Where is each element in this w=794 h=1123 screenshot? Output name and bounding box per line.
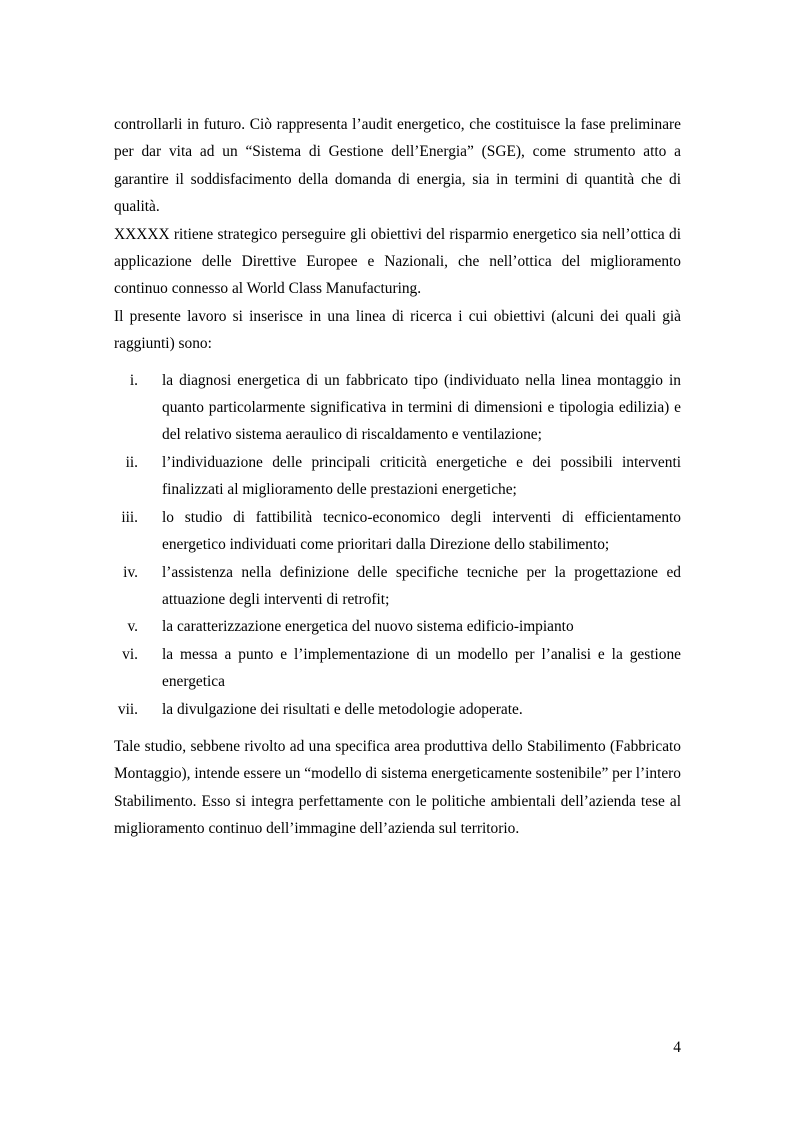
list-item-text: l’assistenza nella definizione delle specifiche tecniche per la progettazione ed attuazione degli interventi di retrofit; (162, 563, 681, 608)
objectives-list (114, 367, 681, 723)
list-item (114, 641, 681, 696)
list-numeral: iv. (123, 563, 138, 581)
list-item-text: l’individuazione delle principali criticità energetiche e dei possibili interventi finalizzati al miglioramento delle prestazioni energetiche; (162, 453, 681, 499)
list-item-text: la messa a punto e l’implementazione di un modello per l’analisi e la gestione energetica (162, 645, 681, 691)
body-paragraph-strategy: XXXXX ritiene strategico perseguire gli obiettivi del risparmio energetico sia nell’ottica di applicazione delle Direttive Europee e Nazionali, che nell’ottica del miglioramento continuo connesso al World Class Manufacturing. (114, 225, 681, 298)
body-paragraph-audit: controllarli in futuro. Ciò rappresenta l’audit energetico, che costituisce la fase preliminare per dar vita ad un “Sistema di Gestione dell’Energia” (SGE), come strumento atto a garantire il soddisfacimento della domanda di energia, sia in termini di quantità che di qualità. (114, 116, 681, 216)
list-item-text: lo studio di fattibilità tecnico-economico degli interventi di efficientamento energetico individuati come prioritari dalla Direzione dello stabilimento; (162, 508, 681, 554)
list-numeral: ii. (125, 453, 138, 471)
list-item (114, 559, 681, 614)
list-item (114, 504, 681, 559)
list-item-text: la diagnosi energetica di un fabbricato tipo (individuato nella linea montaggio in quanto particolarmente significativa in termini di dimensioni e tipologia edilizia) e del relativo sistema aeraulico di riscaldamento e ventilazione; (162, 371, 681, 444)
list-item (114, 367, 681, 449)
list-item-text: la caratterizzazione energetica del nuovo sistema edificio-impianto (162, 618, 574, 636)
list-item (114, 696, 681, 723)
page-number: 4 (673, 1039, 681, 1056)
list-numeral: i. (129, 371, 138, 389)
list-numeral: iii. (121, 508, 138, 526)
list-numeral: v. (127, 618, 138, 636)
list-item-text: la divulgazione dei risultati e delle metodologie adoperate. (162, 700, 523, 718)
document-body (114, 111, 681, 843)
list-numeral: vi. (122, 645, 138, 663)
list-numeral: vii. (117, 700, 138, 718)
list-item (114, 613, 681, 640)
body-paragraph-conclusion: Tale studio, sebbene rivolto ad una specifica area produttiva dello Stabilimento (Fabbricato Montaggio), intende essere un “modello di sistema energeticamente sostenibile” per l’intero Stabilimento. Esso si integra perfettamente con le politiche ambientali dell’azienda tese al miglioramento continuo dell’immagine dell’azienda sul territorio. (114, 737, 681, 838)
list-item (114, 449, 681, 504)
body-paragraph-research-intro: Il presente lavoro si inserisce in una linea di ricerca i cui obiettivi (alcuni dei quali già raggiunti) sono: (114, 307, 681, 353)
